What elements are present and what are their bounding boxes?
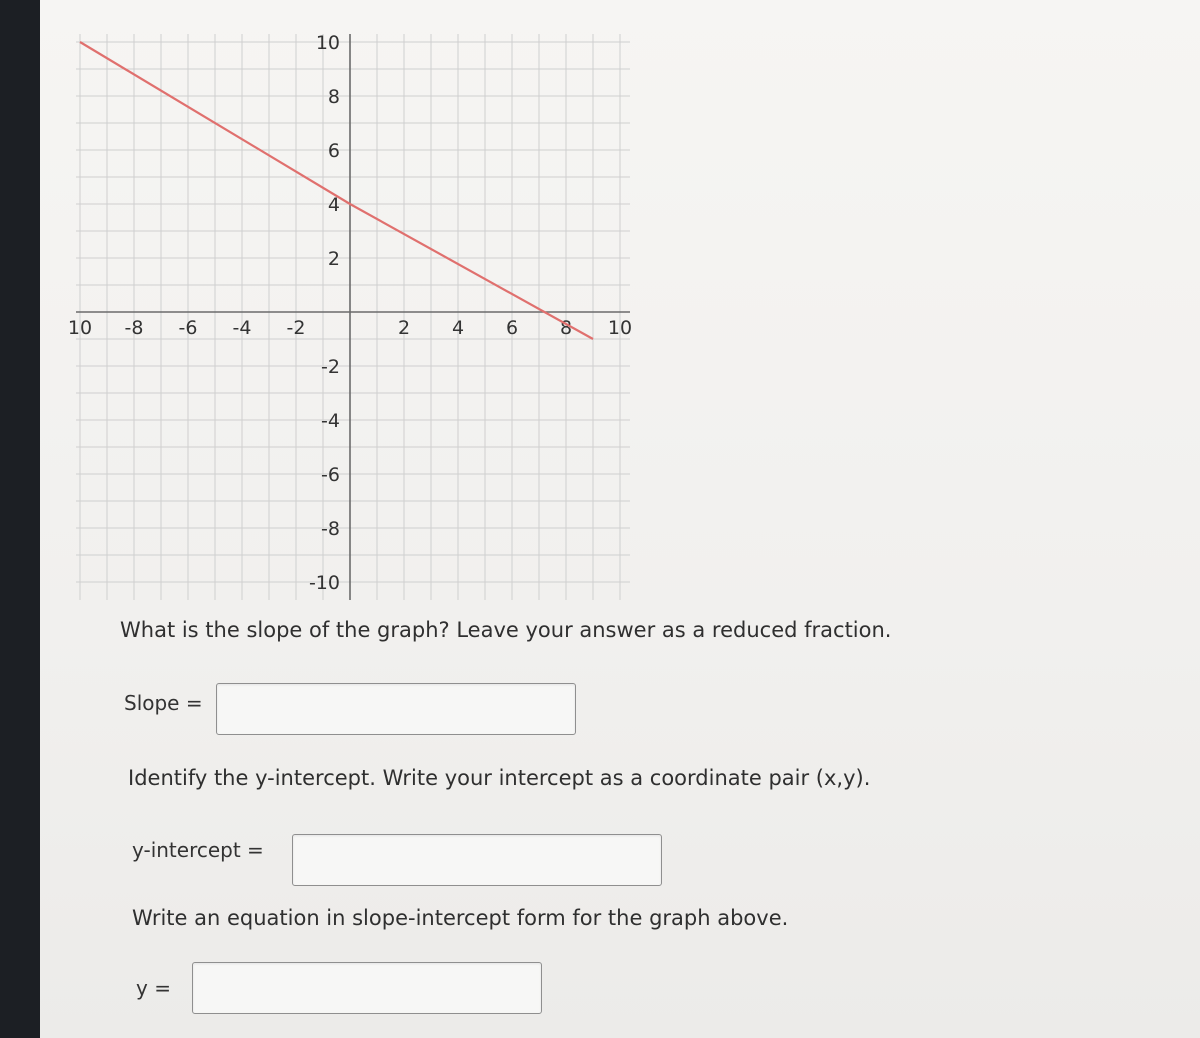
intercept-label: y-intercept = xyxy=(132,838,264,862)
intercept-input[interactable] xyxy=(292,834,662,886)
axes xyxy=(76,34,633,600)
grid-lines xyxy=(76,34,633,600)
y-tick-label: 6 xyxy=(327,140,340,162)
y-tick-label: -6 xyxy=(321,464,340,486)
y-tick-label: 2 xyxy=(327,248,340,270)
slope-input[interactable] xyxy=(216,683,576,735)
y-tick-label: -8 xyxy=(321,518,340,540)
equation-input[interactable] xyxy=(192,962,542,1014)
worksheet-page xyxy=(40,0,1200,1038)
x-tick-label: 2 xyxy=(397,317,411,339)
y-tick-label: -4 xyxy=(321,410,340,432)
y-tick-label: -2 xyxy=(321,356,340,378)
y-tick-label: 10 xyxy=(315,32,340,54)
equation-question: Write an equation in slope-intercept form for the graph above. xyxy=(132,906,789,930)
intercept-question: Identify the y-intercept. Write your intercept as a coordinate pair (x,y). xyxy=(128,766,871,790)
screen-bezel xyxy=(0,0,40,1038)
x-tick-label: 4 xyxy=(451,317,465,339)
slope-question: What is the slope of the graph? Leave your answer as a reduced fraction. xyxy=(120,618,892,642)
x-tick-label: -6 xyxy=(178,317,198,339)
x-tick-label: -8 xyxy=(124,317,144,339)
equation-label: y = xyxy=(136,976,171,1000)
coordinate-graph xyxy=(40,0,740,600)
y-tick-label: 4 xyxy=(327,194,340,216)
slope-label: Slope = xyxy=(124,691,203,715)
x-tick-label: 10 xyxy=(607,317,633,339)
y-tick-label: -10 xyxy=(308,572,340,594)
x-tick-label: 6 xyxy=(505,317,519,339)
x-tick-label: -2 xyxy=(286,317,306,339)
x-tick-label: 8 xyxy=(559,317,573,339)
y-tick-label: 8 xyxy=(327,86,340,108)
x-tick-label: 10 xyxy=(67,317,93,339)
x-tick-label: -4 xyxy=(232,317,252,339)
